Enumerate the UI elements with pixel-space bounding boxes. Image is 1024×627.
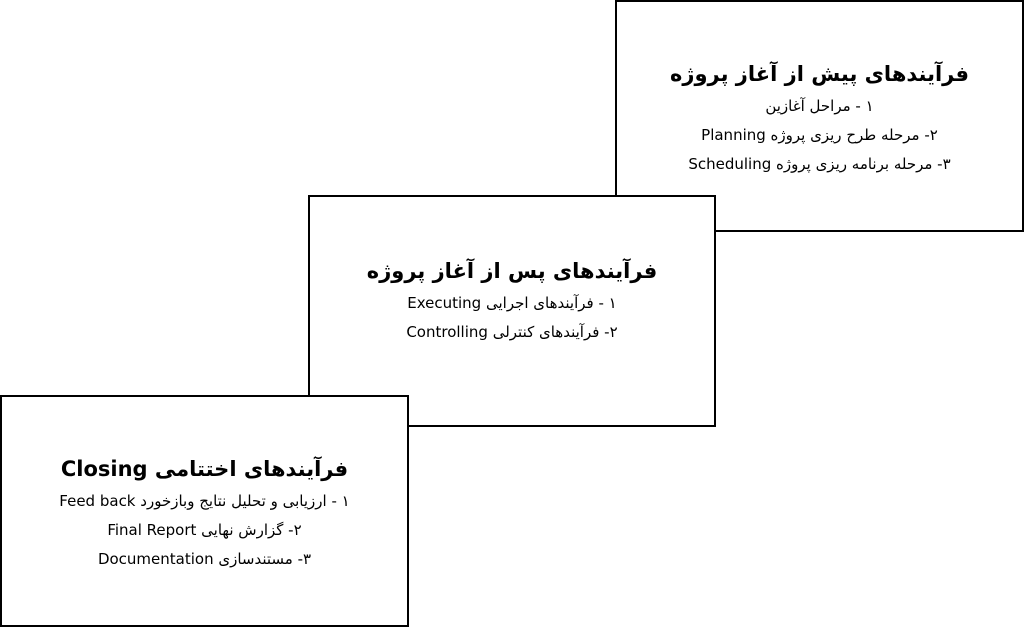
closing-item-documentation: ۳- مستندسازی Documentation (97, 550, 312, 568)
pre-start-processes-title: فرآیندهای پیش از آغاز پروژه (670, 62, 969, 86)
closing-processes-title: فرآیندهای اختتامی Closing (60, 457, 349, 481)
closing-processes-box (0, 395, 409, 627)
pre-start-item-planning: ۲- مرحله طرح ریزی پروژه Planning (701, 126, 938, 144)
pre-start-item-scheduling: ۳- مرحله برنامه ریزی پروژه Scheduling (688, 155, 951, 173)
post-start-item-controlling: ۲- فرآیندهای کنترلی Controlling (406, 323, 618, 341)
closing-item-feedback: ۱ - ارزیابی و تحلیل نتایج وبازخورد Feed back (59, 492, 350, 510)
post-start-item-executing: ۱ - فرآیندهای اجرایی Executing (407, 294, 617, 312)
post-start-processes-box (308, 195, 716, 427)
pre-start-item-initiation: ۱ - مراحل آغازین (765, 97, 874, 115)
post-start-processes-title: فرآیندهای پس از آغاز پروژه (366, 259, 658, 283)
closing-item-final-report: ۲- گزارش نهایی Final Report (107, 521, 302, 539)
